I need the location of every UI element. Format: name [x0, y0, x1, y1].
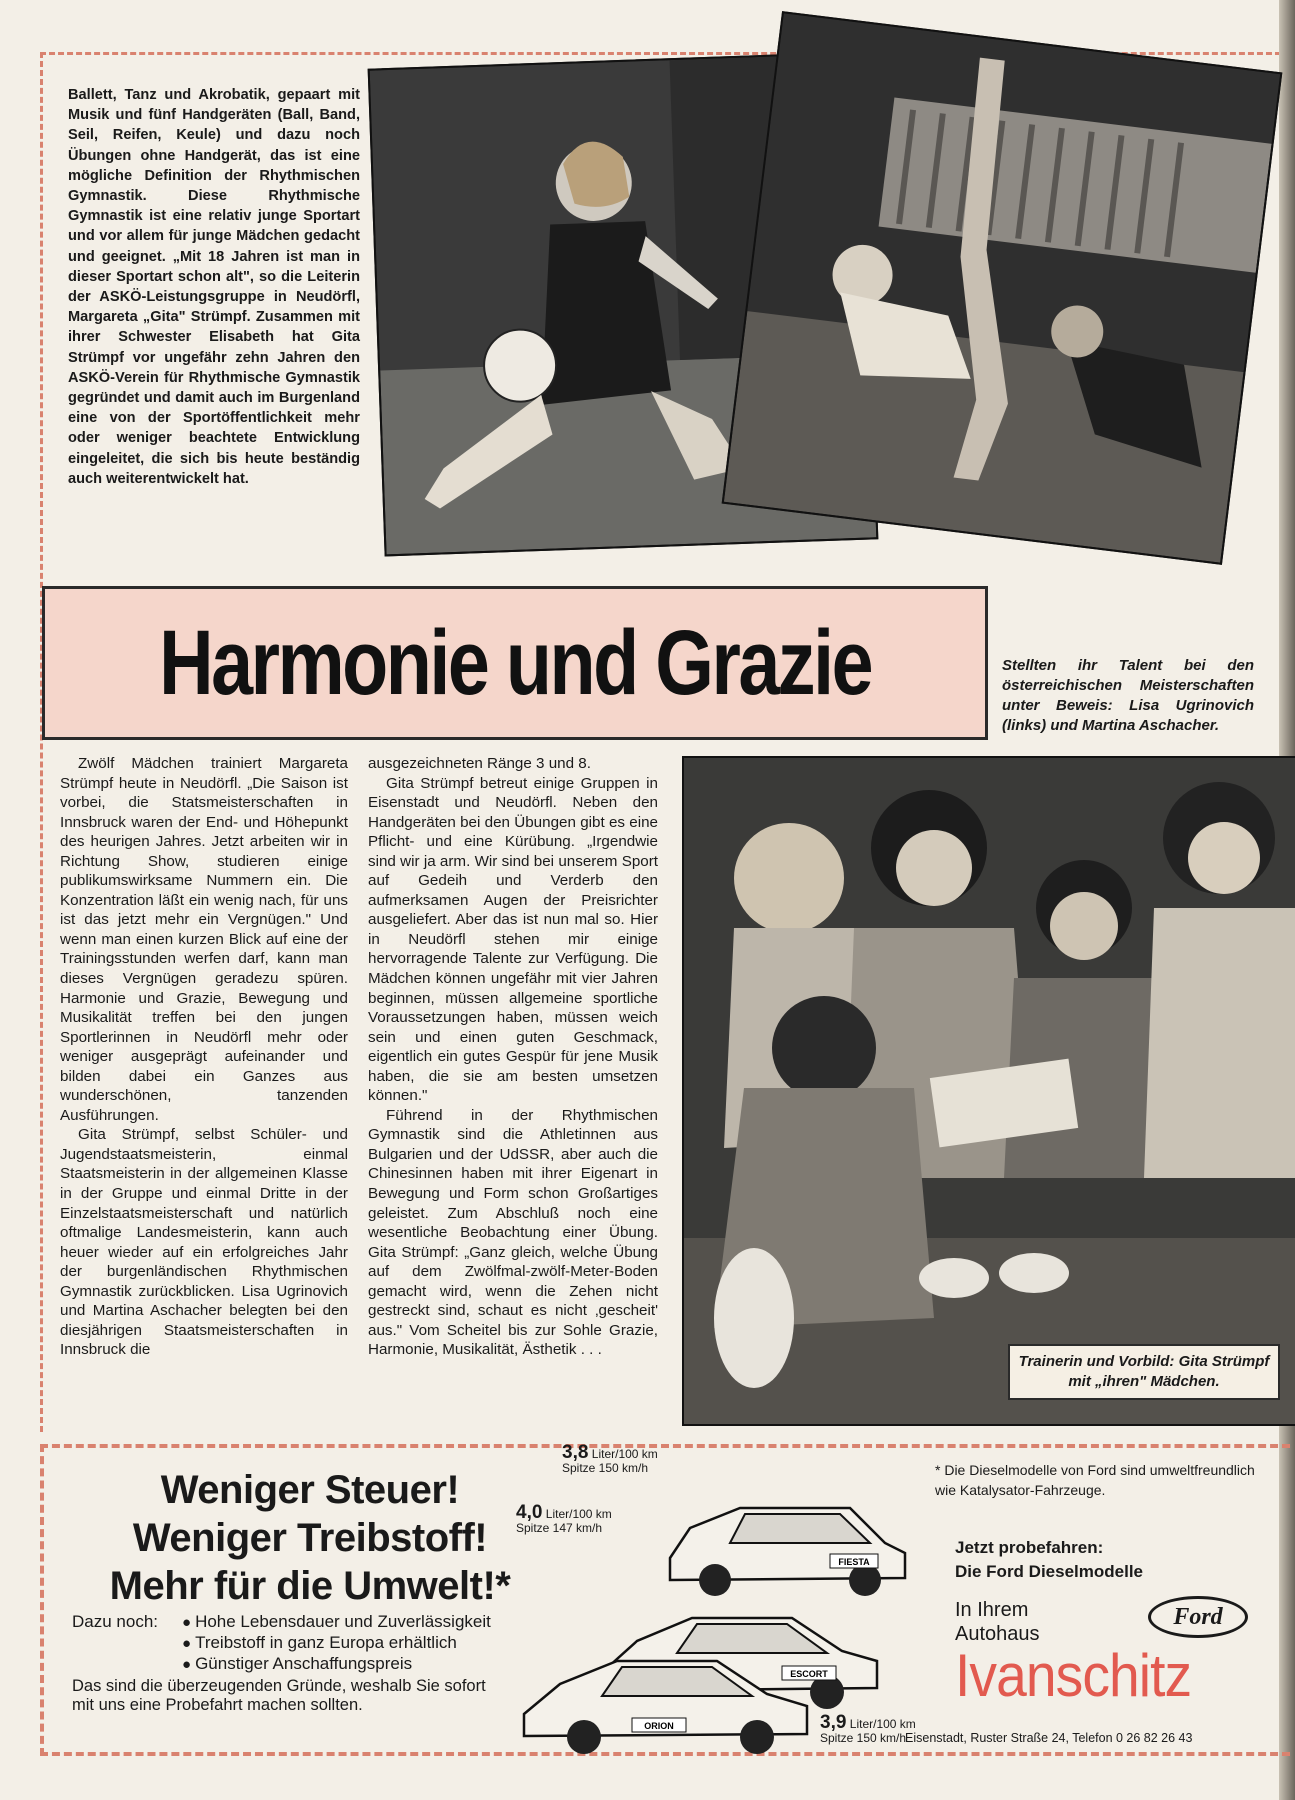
- caption-bottom-photo: Trainerin und Vorbild: Gita Strümpf mit „ihren" Mädchen.: [1008, 1344, 1280, 1400]
- ad-slogan-line: Mehr für die Umwelt!*: [109, 1564, 511, 1608]
- car-orion: [512, 1636, 822, 1756]
- spec-consumption: 3,8: [562, 1442, 589, 1463]
- ad-slogan-line: Weniger Steuer!: [160, 1468, 460, 1512]
- spec-consumption: 3,9: [820, 1712, 847, 1733]
- ad-slogan-line: Weniger Treibstoff!: [132, 1516, 488, 1560]
- article-paragraph: Zwölf Mädchen trainiert Margareta Strümpf heute in Neudörfl. „Die Saison ist vorbei, die Statsmeisterschaften in Innsbruck waren der End- und Höhepunkt des heurigen Jahres. Jetzt arbeiten wir in Richtung Show, studieren einige publikumswirksame Nummern ein. Die Konzentration läßt ein wenig nach, für uns ist das jetzt mehr ein Vergnügen." Und wenn man einen kurzen Blick auf eine der Trainingsstunden werfen darf, kann man dieses Vergnügen geradezu spüren. Harmonie und Grazie, Bewegung und Musikalität treffen bei den jungen Sportlerinnen in Neudörfl mehr oder weniger ausgeprägt aufeinander und bilden dabei ein Ganzes aus wunderschönen, tanzenden Ausführungen.: [60, 755, 348, 1124]
- ad-cta-line: Jetzt probefahren:: [955, 1538, 1104, 1557]
- ad-dealer-intro-line: In Ihrem: [955, 1599, 1029, 1621]
- dealer-address: Eisenstadt, Ruster Straße 24, Telefon 0 26 82 26 43: [905, 1731, 1193, 1745]
- spec-top-speed: Spitze 147 km/h: [516, 1521, 603, 1535]
- ford-logo-icon: Ford: [1148, 1596, 1248, 1638]
- ad-footnote: * Die Dieselmodelle von Ford sind umweltfreundlich wie Katalysator-Fahrzeuge.: [935, 1462, 1255, 1498]
- ad-extras: [72, 1612, 542, 1675]
- intro-paragraph: Ballett, Tanz und Akrobatik, gepaart mit Musik und fünf Handgeräten (Ball, Band, Seil, Reifen, Keule) und dazu noch Übungen ohne Handgerät, das ist eine mögliche Definition der Rhythmischen Gymnastik. Diese Rhythmische Gymnastik ist eine relativ junge Sportart und vor allem für junge Mädchen gedacht und geeignet. „Mit 18 Jahren ist man in dieser Sportart schon alt", so die Leiterin der ASKÖ-Leistungsgruppe in Neudörfl, Margareta „Gita" Strümpf. Zusammen mit ihrer Schwester Elisabeth hat Gita Strümpf vor ungefähr zehn Jahren den ASKÖ-Verein für Rhythmische Gymnastik gegründet und damit auch im Burgenland eine von der Sportöffentlichkeit mehr oder weniger beachtete Entwicklung eingeleitet, die sich bis heute beständig auch weiterentwickelt hat.: [68, 87, 360, 487]
- ad-cta: [955, 1536, 1255, 1584]
- article-paragraph: Gita Strümpf, selbst Schüler- und Jugendstaatsmeisterin, einmal Staatsmeisterin in der allgemeinen Klasse in der Gruppe und einmal Dritte in der Einzelstaatsmeisterschaft und natürlich oftmalige Landesmeisterin, kann auch heuer wieder auf ein erfolgreiches Jahr der burgenländischen Rhythmischen Gymnastik zurückblicken. Lisa Ugrinovich und Martina Aschacher belegten bei den diesjährigen Staatsmeisterschaften in Innsbruck die: [60, 1126, 348, 1359]
- dealer-name: Ivanschitz: [955, 1642, 1192, 1709]
- spec-orion: [820, 1712, 916, 1745]
- car-model-label: ORION: [644, 1721, 674, 1731]
- spec-escort: [516, 1502, 612, 1535]
- car-model-label: ESCORT: [790, 1669, 828, 1679]
- ad-slogan: [70, 1466, 550, 1610]
- headline: Harmonie und Grazie: [158, 611, 872, 714]
- article-paragraph: ausgezeichneten Ränge 3 und 8.: [368, 755, 591, 772]
- ad-dealer-intro: [955, 1598, 1155, 1646]
- ad-extra-item: ● Günstiger Anschaffungspreis: [182, 1654, 542, 1675]
- caption-top-photos: Stellten ihr Talent bei den österreichischen Meisterschaften unter Beweis: Lisa Ugrinovich (links) und Martina Aschacher.: [1002, 657, 1254, 734]
- spec-fiesta: [562, 1442, 658, 1475]
- article-column-1: [60, 754, 348, 1360]
- spec-unit: Liter/100 km: [849, 1717, 916, 1731]
- article-column-2: [368, 754, 658, 1360]
- car-model-label: FIESTA: [838, 1557, 870, 1567]
- ad-extra-item: ● Treibstoff in ganz Europa erhältlich: [182, 1633, 542, 1654]
- photo-group-girls: [682, 756, 1295, 1426]
- photo-gymnast-leg-raise: [722, 11, 1283, 565]
- article-paragraph: Gita Strümpf betreut einige Gruppen in Eisenstadt und Neudörfl. Neben den Handgeräten bei den Übungen gibt es eine Pflicht- und eine Kürübung. „Irgendwie sind wir ja arm. Wir sind bei unserem Sport auf Gedeih und Verderb den aufmerksamen Augen der Preisrichter ausgeliefert. Aber das ist nun mal so. Hier in Neudörfl stehen mir einige hervorragende Talente zur Verfügung. Die Mädchen können ungefähr mit vier Jahren beginnen, müssen allgemeine sportliche Voraussetzungen haben, müssen weich sein und einen guten Geschmack, eigentlich ein gutes Gespür für jene Musik haben, die sie am besten umsetzen können.": [368, 774, 658, 1105]
- ad-cta-line: Die Ford Dieselmodelle: [955, 1562, 1143, 1581]
- spec-unit: Liter/100 km: [591, 1447, 658, 1461]
- spec-top-speed: Spitze 150 km/h: [820, 1731, 907, 1745]
- ad-dealer-intro-line: Autohaus: [955, 1623, 1040, 1645]
- spec-top-speed: Spitze 150 km/h: [562, 1461, 649, 1475]
- dashed-frame-left: [40, 52, 43, 1432]
- article-paragraph: Führend in der Rhythmischen Gymnastik sind die Athletinnen aus Bulgarien und der UdSSR, aber auch die Chinesinnen haben mit ihrer Eigenart in Bewegung und Form schon Großartiges geleistet. Zum Abschluß noch eine wesentliche Beobachtung einer Übung. Gita Strümpf: „Ganz gleich, welche Übung auf dem Zwölfmal-zwölf-Meter-Boden gemacht wird, wenn die Zehen nicht gestreckt sind, schaut es nicht ‚gescheit' aus." Vom Scheitel bis zur Sohle Grazie, Harmonie, Musikalität, Ästhetik . . .: [368, 1106, 658, 1359]
- headline-box: [42, 586, 988, 740]
- ad-extra-item: ● Hohe Lebensdauer und Zuverlässigkeit: [182, 1612, 542, 1633]
- ad-extras-label: Dazu noch:: [72, 1612, 158, 1631]
- ad-closing-text: Das sind die überzeugenden Gründe, weshalb Sie sofort mit uns eine Probefahrt machen sollten.: [72, 1677, 486, 1714]
- car-fiesta: [650, 1488, 920, 1598]
- spec-unit: Liter/100 km: [545, 1507, 612, 1521]
- spec-consumption: 4,0: [516, 1502, 543, 1523]
